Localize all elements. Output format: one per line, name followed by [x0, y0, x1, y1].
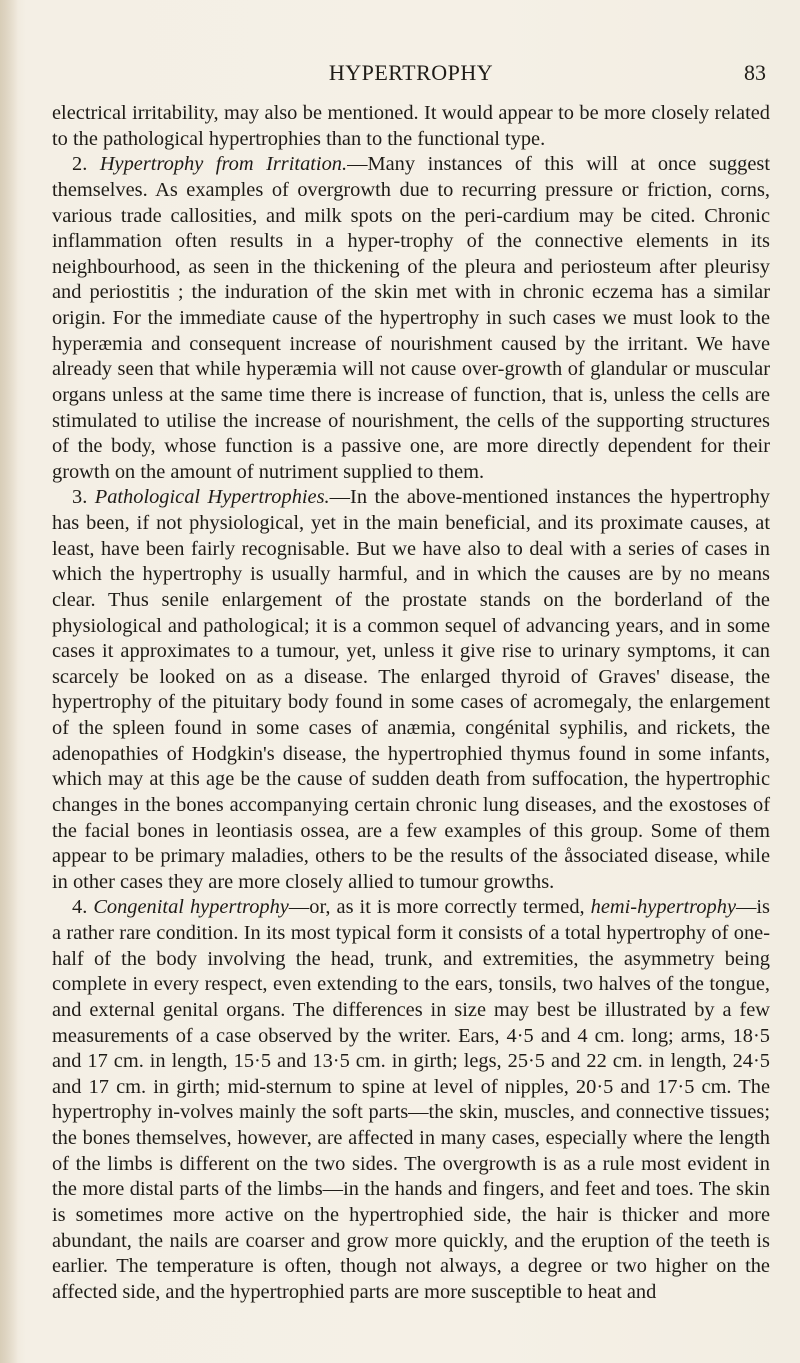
section-number: 2.: [72, 153, 100, 176]
paragraph-hypertrophy-from-irritation: [52, 152, 770, 485]
term-italic: hemi-hypertrophy: [590, 896, 736, 919]
section-heading: Congenital hypertrophy: [93, 896, 289, 919]
paragraph-text: —is a rather rare condition. In its most typical form it consists of a total hypertrophy of one-half of the body involving the head, trunk, and extremities, the asymmetry being complete in every respect, even extending to the ears, tonsils, two halves of the tongue, and external genital organs. The differences in size may best be illustrated by a few measurements of a case observed by the writer. Ears, 4·5 and 4 cm. long; arms, 18·5 and 17 cm. in length, 15·5 and 13·5 cm. in girth; legs, 25·5 and 22 cm. in length, 24·5 and 17 cm. in girth; mid-sternum to spine at level of nipples, 20·5 and 17·5 cm. The hypertrophy in-volves mainly the soft parts—the skin, muscles, and connective tissues; the bones themselves, however, are affected in many cases, especially where the length of the limbs is different on the two sides. The overgrowth is as a rule most evident in the more distal parts of the limbs—in the hands and fingers, and feet and toes. The skin is sometimes more active on the hypertrophied side, the hair is thicker and more abundant, the nails are coarser and grow more quickly, and the eruption of the teeth is earlier. The temperature is often, though not always, a degree or two higher on the affected side, and the hypertrophied parts are more susceptible to heat and: [52, 896, 770, 1303]
paragraph-continuation: [52, 101, 770, 152]
paragraph-text: —Many instances of this will at once suggest themselves. As examples of overgrowth due to recurring pressure or friction, corns, various trade callosities, and milk spots on the peri-cardium may be cited. Chronic inflammation often results in a hyper-trophy of the connective elements in its neighbourhood, as seen in the thickening of the pleura and periosteum after pleurisy and periostitis ; the induration of the skin met with in chronic eczema has a similar origin. For the immediate cause of the hypertrophy in such cases we must look to the hyperæmia and consequent increase of nourishment caused by the irritant. We have already seen that while hyperæmia will not cause over-growth of glandular or muscular organs unless at the same time there is increase of function, that is, unless the cells are stimulated to utilise the increase of nourishment, the cells of the supporting structures of the body, whose function is a passive one, are more directly dependent for their growth on the amount of nutriment supplied to them.: [52, 153, 771, 483]
running-head: [52, 60, 770, 90]
section-number: 4.: [72, 896, 94, 919]
running-title: HYPERTROPHY: [328, 60, 494, 85]
paragraph-text: —In the above-mentioned instances the hypertrophy has been, if not physiological, yet in the main beneficial, and its proximate causes, at least, have been fairly recognisable. But we have also to deal with a series of cases in which the hypertrophy is usually harmful, and in which the causes are by no means clear. Thus senile enlargement of the prostate stands on the borderland of the physiological and pathological; it is a common sequel of advancing years, and in some cases it approximates to a tumour, yet, unless it give rise to urinary symptoms, it can scarcely be looked on as a disease. The enlarged thyroid of Graves' disease, the hypertrophy of the pituitary body found in some cases of acromegaly, the enlargement of the spleen found in some cases of anæmia, congénital syphilis, and rickets, the adenopathies of Hodgkin's disease, the hypertrophied thymus found in some infants, which may at this age be the cause of sudden death from suffocation, the hypertrophic changes in the bones accompanying certain chronic lung diseases, and the exostoses of the facial bones in leontiasis ossea, are a few examples of this group. Some of them appear to be primary maladies, others to be the results of the åssociated disease, while in other cases they are more closely allied to tumour growths.: [52, 486, 770, 893]
paragraph-pathological-hypertrophies: [52, 485, 770, 895]
page-number: 83: [744, 60, 766, 85]
section-number: 3.: [72, 486, 95, 509]
paragraph-text: electrical irritability, may also be mentioned. It would appear to be more closely related to the pathological hypertrophies than to the functional type.: [52, 102, 770, 150]
body-text: [52, 101, 770, 1305]
spine-shadow: [0, 0, 18, 1363]
paragraph-congenital-hypertrophy: [52, 895, 770, 1305]
paragraph-text: —or, as it is more correctly termed,: [288, 896, 591, 919]
section-heading: Pathological Hypertrophies.: [94, 486, 330, 509]
section-heading: Hypertrophy from Irritation.: [99, 153, 348, 176]
